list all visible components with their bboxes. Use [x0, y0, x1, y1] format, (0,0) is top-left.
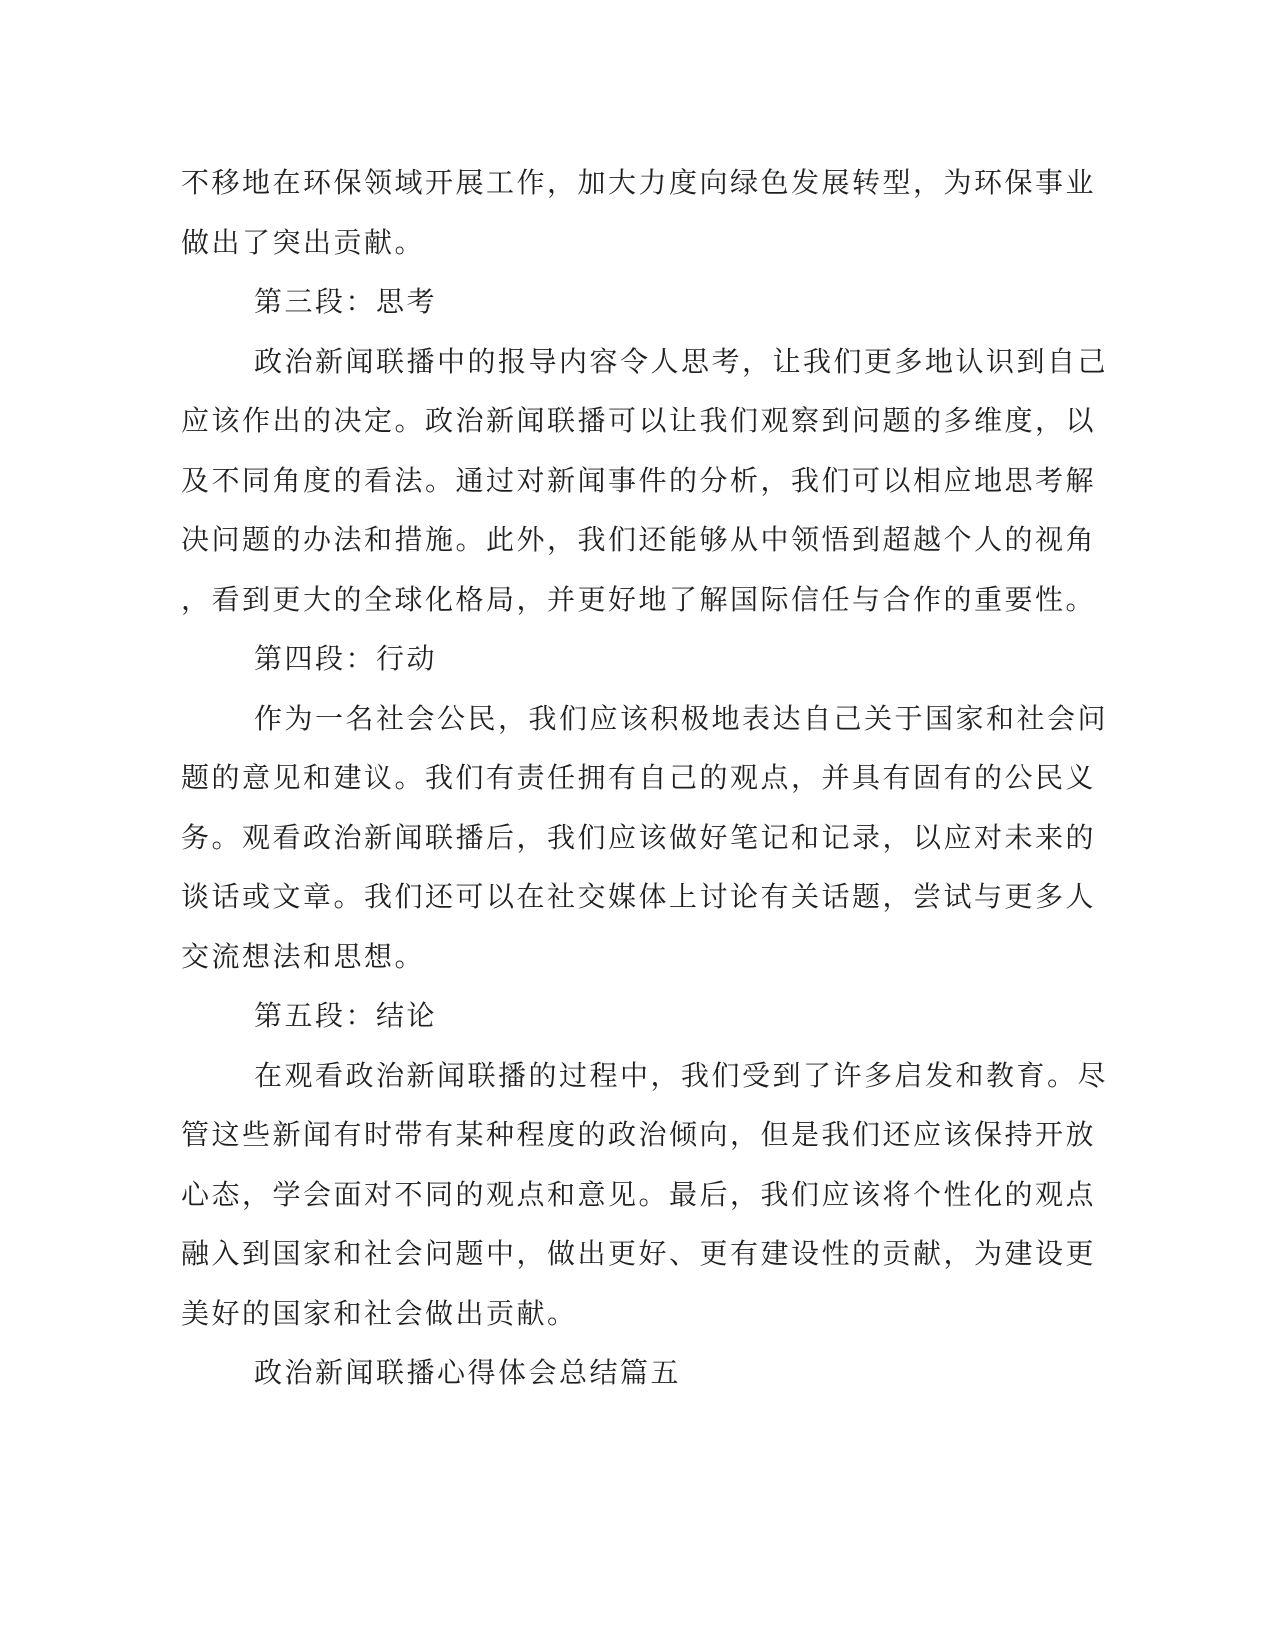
section-5-paragraph	[181, 1046, 1109, 1344]
paragraph-line: 政治新闻联播中的报导内容令人思考，让我们更多地认识到自己	[254, 344, 1109, 378]
paragraph-line: 融入到国家和社会问题中，做出更好、更有建设性的贡献，为建设更	[181, 1237, 1097, 1270]
paragraph-line: 务。观看政治新闻联播后，我们应该做好笔记和记录，以应对未来的	[181, 820, 1097, 854]
section-heading-4: 第四段：行动	[254, 642, 438, 675]
section-3-paragraph	[181, 332, 1109, 630]
paragraph-line: 做出了突出贡献。	[181, 225, 426, 259]
paragraph-line: 不移地在环保领域开展工作，加大力度向绿色发展转型，为环保事业	[181, 166, 1097, 199]
paragraph-line: 心态，学会面对不同的观点和意见。最后，我们应该将个性化的观点	[181, 1177, 1097, 1211]
section-heading-5: 第五段：结论	[254, 999, 438, 1032]
section-heading-3: 第三段：思考	[254, 285, 438, 318]
intro-paragraph	[181, 153, 1097, 272]
paragraph-line: 题的意见和建议。我们有责任拥有自己的观点，并具有固有的公民义	[181, 761, 1097, 794]
paragraph-line: ，看到更大的全球化格局，并更好地了解国际信任与合作的重要性。	[181, 582, 1097, 616]
paragraph-line: 决问题的办法和措施。此外，我们还能够从中领悟到超越个人的视角	[181, 523, 1097, 556]
document-body	[181, 153, 1109, 1403]
paragraph-line: 管这些新闻有时带有某种程度的政治倾向，但是我们还应该保持开放	[181, 1118, 1097, 1151]
paragraph-line: 谈话或文章。我们还可以在社交媒体上讨论有关话题，尝试与更多人	[181, 880, 1097, 913]
paragraph-line: 在观看政治新闻联播的过程中，我们受到了许多启发和教育。尽	[254, 1058, 1109, 1092]
next-article-title: 政治新闻联播心得体会总结篇五	[254, 1356, 682, 1389]
paragraph-line: 美好的国家和社会做出贡献。	[181, 1296, 578, 1330]
paragraph-line: 及不同角度的看法。通过对新闻事件的分析，我们可以相应地思考解	[181, 463, 1097, 497]
section-4-paragraph	[181, 689, 1109, 987]
paragraph-line: 交流想法和思想。	[181, 939, 426, 973]
paragraph-line: 作为一名社会公民，我们应该积极地表达自己关于国家和社会问	[254, 701, 1109, 735]
paragraph-line: 应该作出的决定。政治新闻联播可以让我们观察到问题的多维度，以	[181, 404, 1097, 437]
